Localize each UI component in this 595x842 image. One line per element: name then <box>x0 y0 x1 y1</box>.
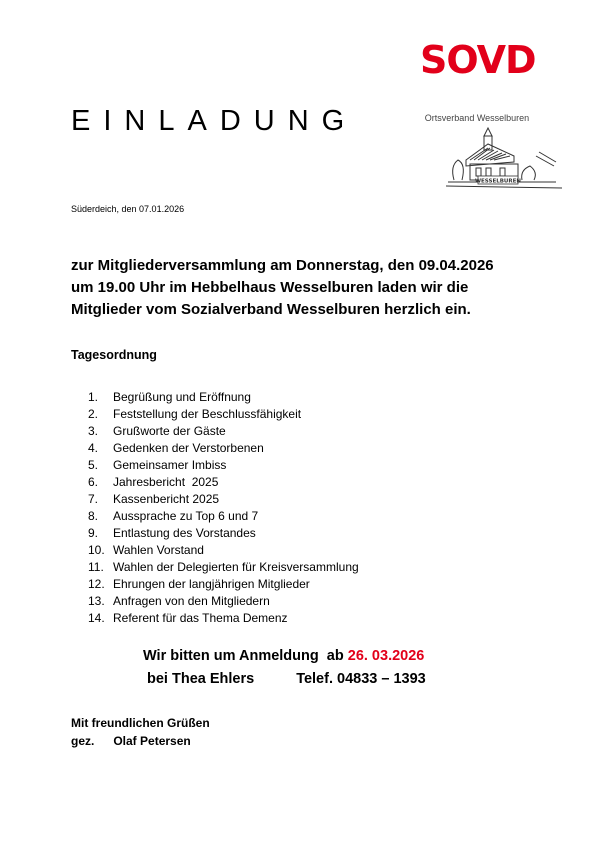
agenda-item-text: Begrüßung und Eröffnung <box>113 390 251 404</box>
agenda-item-text: Wahlen Vorstand <box>113 543 204 557</box>
signature-line <box>71 732 210 750</box>
agenda-item <box>88 542 359 559</box>
agenda-item-number: 5. <box>88 458 99 472</box>
registration-contact-line <box>147 668 426 690</box>
agenda-item-text: Referent für das Thema Demenz <box>113 611 288 625</box>
agenda-item <box>88 440 359 457</box>
agenda-item <box>88 457 359 474</box>
agenda-item-number: 9. <box>88 526 99 540</box>
agenda-item-number: 7. <box>88 492 99 506</box>
agenda-item <box>88 423 359 440</box>
agenda-item <box>88 593 359 610</box>
sovd-logo-text: SOVD <box>420 40 536 80</box>
agenda-item-number: 3. <box>88 424 99 438</box>
agenda-item <box>88 491 359 508</box>
invitation-line: Mitglieder vom Sozialverband Wesselburen herzlich ein. <box>71 301 471 318</box>
ortsverband-stamp <box>416 112 566 194</box>
agenda-item-number: 14. <box>88 611 105 625</box>
stamp-sign-text: WESSELBUREN <box>474 178 522 185</box>
agenda-item-text: Anfragen von den Mitgliedern <box>113 594 270 608</box>
agenda-heading: Tagesordnung <box>71 348 157 362</box>
agenda-item-number: 10. <box>88 543 105 557</box>
registration-contact: bei Thea Ehlers <box>147 671 255 687</box>
agenda-item-text: Wahlen der Delegierten für Kreisversammlung <box>113 560 359 574</box>
agenda-item-text: Kassenbericht 2025 <box>113 492 220 506</box>
signature-name: Olaf Petersen <box>113 734 191 748</box>
agenda-item <box>88 508 359 525</box>
closing <box>71 714 210 750</box>
invitation-text <box>71 255 541 321</box>
agenda-item <box>88 610 359 627</box>
agenda-item <box>88 576 359 593</box>
agenda-item-number: 13. <box>88 594 105 608</box>
invitation-line: um 19.00 Uhr im Hebbelhaus Wesselburen laden wir die <box>71 279 469 296</box>
agenda-item-number: 11. <box>88 560 104 574</box>
agenda-item-number: 6. <box>88 475 99 489</box>
church-drawing-icon <box>444 126 564 194</box>
agenda-item-text: Jahresbericht 2025 <box>113 475 219 489</box>
agenda-item <box>88 474 359 491</box>
invitation-line: zur Mitgliederversammlung am Donnerstag, den 09.04.2026 <box>71 257 494 274</box>
agenda-item-text: Feststellung der Beschlussfähigkeit <box>113 407 302 421</box>
agenda-item-number: 4. <box>88 441 99 455</box>
agenda-list <box>88 389 359 627</box>
registration-phone: Telef. 04833 – 1393 <box>296 671 426 687</box>
agenda-item <box>88 559 359 576</box>
date-line: Süderdeich, den 07.01.2026 <box>71 204 185 214</box>
agenda-item-number: 2. <box>88 407 99 421</box>
agenda-item-text: Gemeinsamer Imbiss <box>113 458 227 472</box>
agenda-item-number: 12. <box>88 577 105 591</box>
agenda-item <box>88 525 359 542</box>
sovd-logo <box>420 40 540 80</box>
agenda-item <box>88 406 359 423</box>
registration-prefix: Wir bitten um Anmeldung ab <box>143 648 348 664</box>
stamp-label: Ortsverband Wesselburen <box>424 113 530 123</box>
agenda-item-text: Gedenken der Verstorbenen <box>113 441 264 455</box>
agenda-item-number: 8. <box>88 509 99 523</box>
agenda-item-text: Ehrungen der langjährigen Mitglieder <box>113 577 310 591</box>
signature-prefix: gez. <box>71 734 95 748</box>
document-title: EINLADUNG <box>71 105 358 137</box>
agenda-item-text: Entlastung des Vorstandes <box>113 526 256 540</box>
registration-line <box>143 645 424 667</box>
agenda-item-text: Grußworte der Gäste <box>113 424 226 438</box>
sovd-logo-graphic <box>420 40 540 80</box>
agenda-item-text: Aussprache zu Top 6 und 7 <box>113 509 259 523</box>
closing-greeting: Mit freundlichen Grüßen <box>71 716 210 730</box>
agenda-item-number: 1. <box>88 390 99 404</box>
agenda-item <box>88 389 359 406</box>
registration-deadline: 26. 03.2026 <box>347 648 425 664</box>
